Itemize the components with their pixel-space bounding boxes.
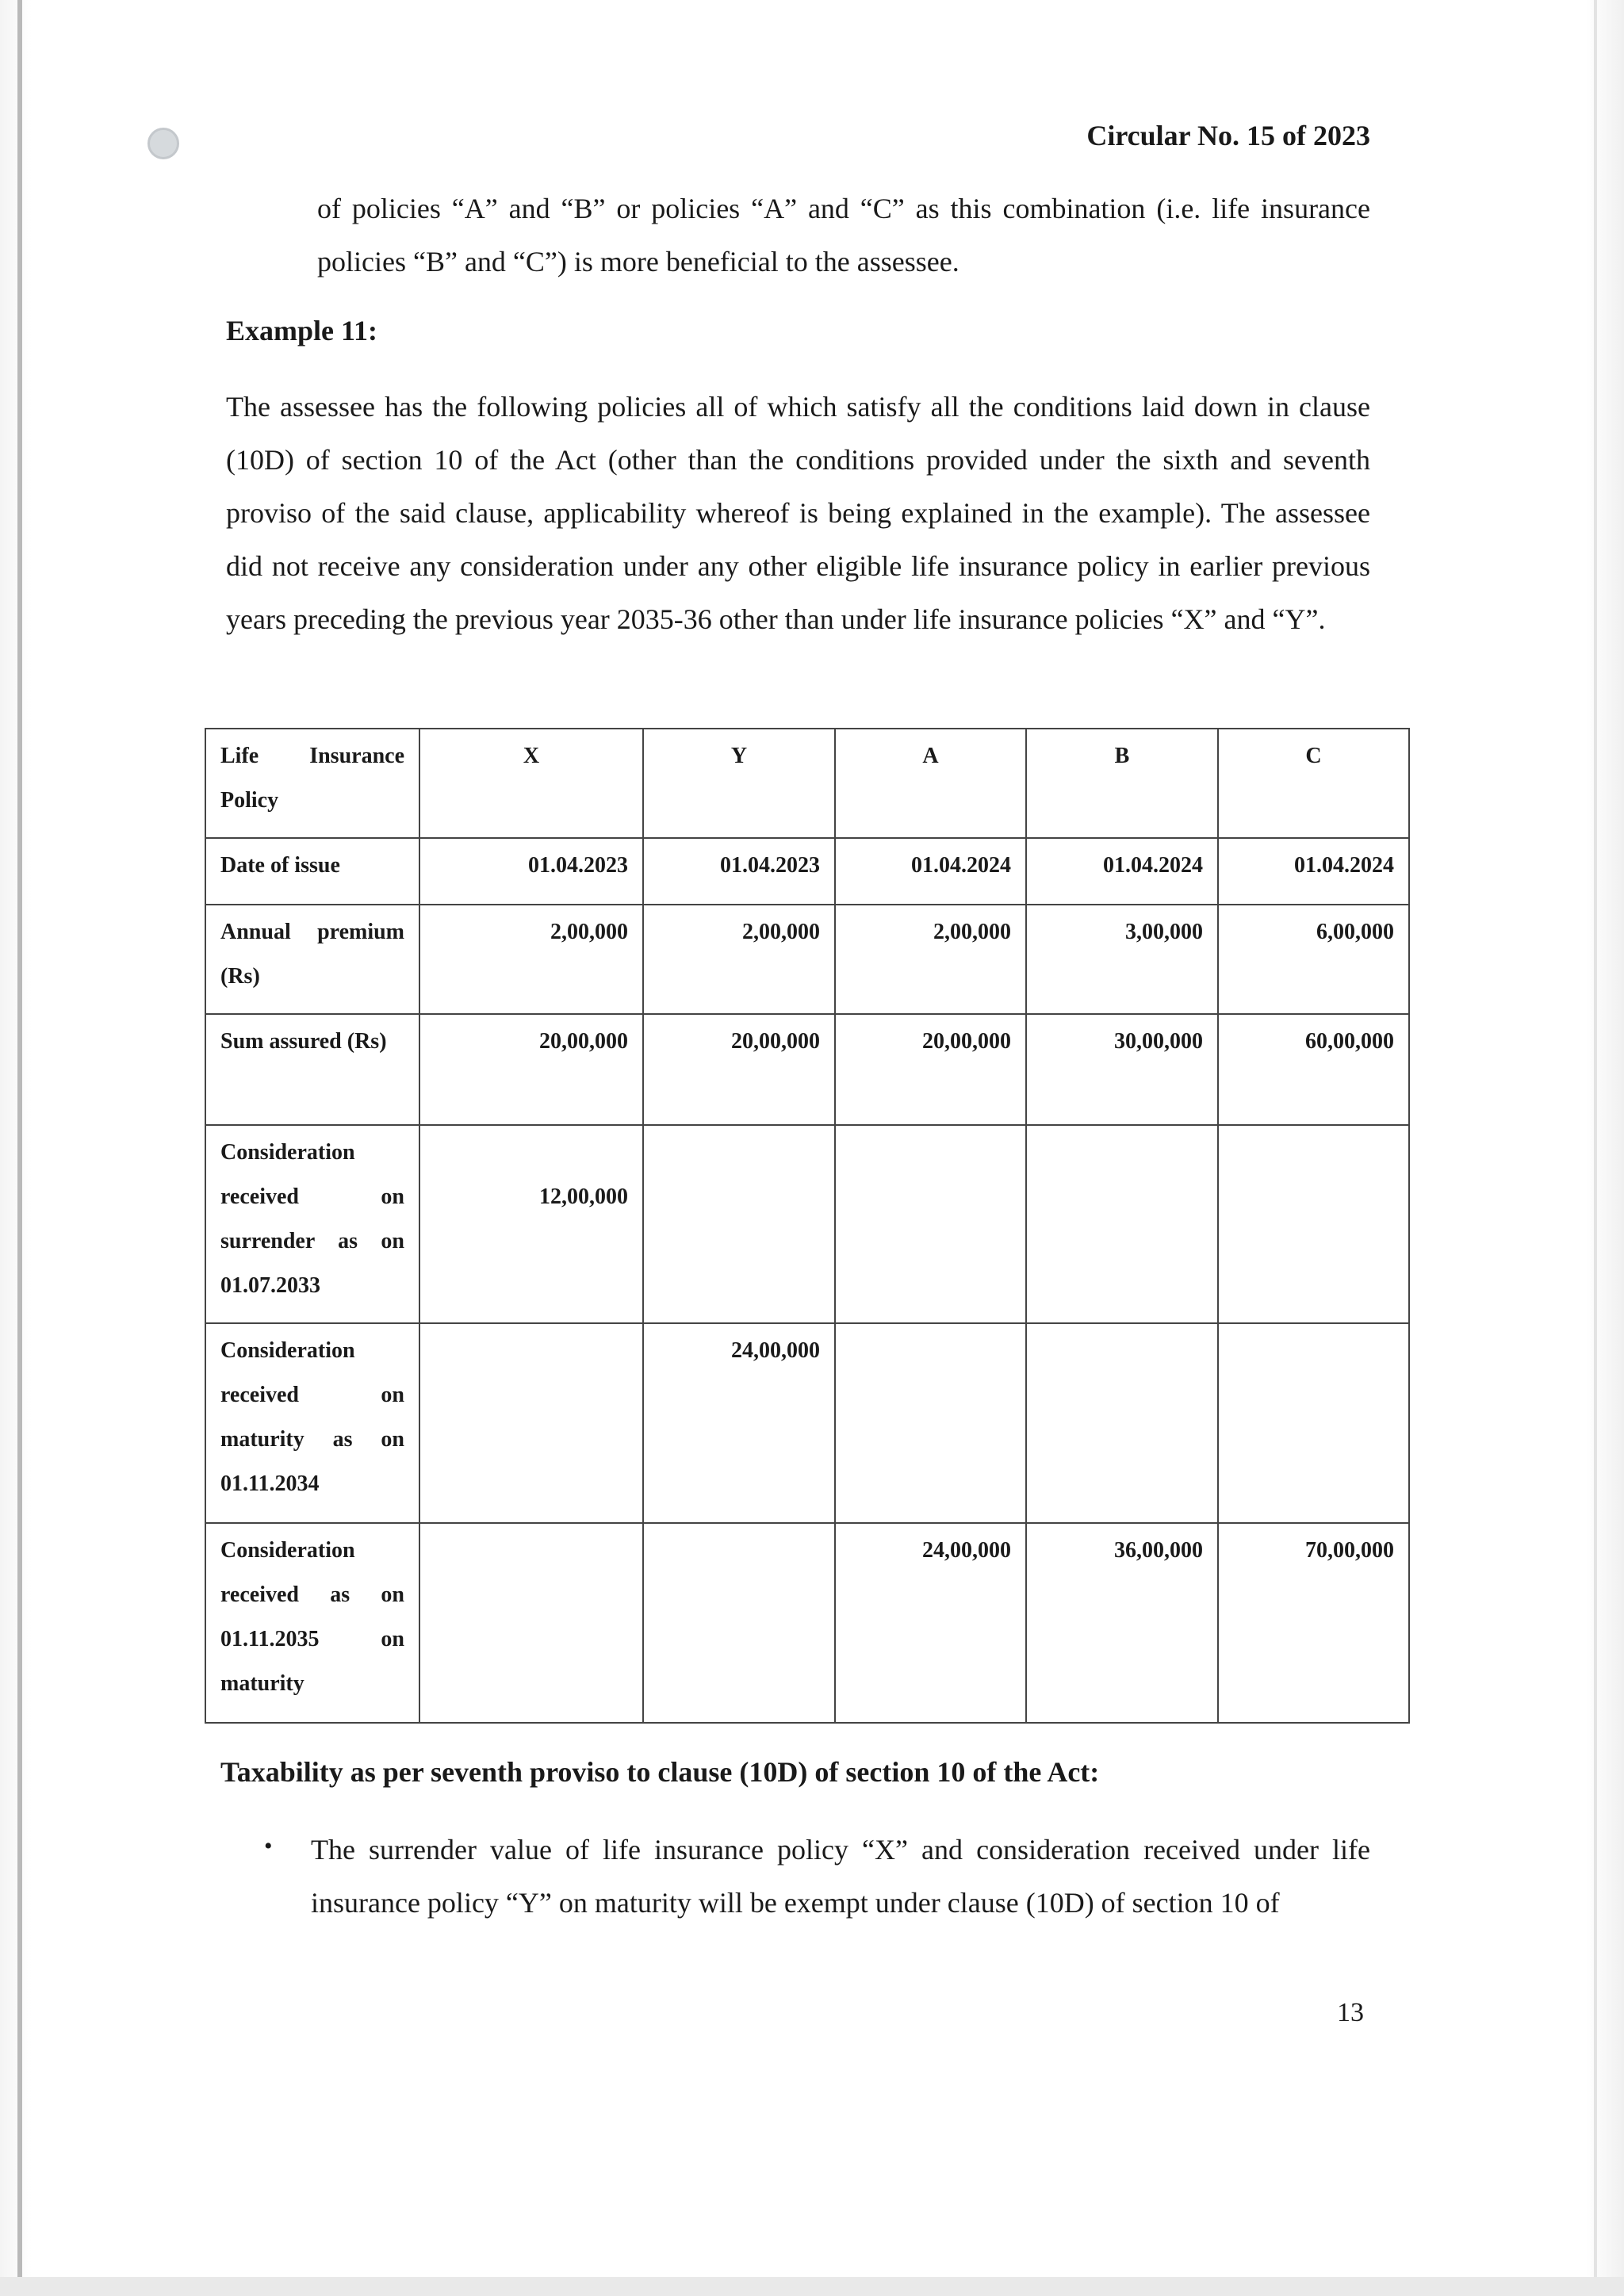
table-row xyxy=(205,838,1409,905)
punch-hole-icon xyxy=(147,128,179,159)
table-row-label: Sum assured (Rs) xyxy=(205,1014,419,1125)
table-cell xyxy=(643,1125,835,1323)
table-cell xyxy=(419,1323,643,1523)
table-cell xyxy=(643,1523,835,1723)
bullet-icon: • xyxy=(264,1833,273,1859)
table-column-header: B xyxy=(1026,729,1218,838)
table-cell: 60,00,000 xyxy=(1218,1014,1409,1125)
table-cell: 2,00,000 xyxy=(643,905,835,1014)
scan-left-edge xyxy=(17,0,22,2296)
table-column-header: C xyxy=(1218,729,1409,838)
table-cell-header-label: Life Insurance Policy xyxy=(205,729,419,838)
table-cell: 24,00,000 xyxy=(835,1523,1026,1723)
table-cell: 24,00,000 xyxy=(643,1323,835,1523)
policy-table xyxy=(205,728,1410,1724)
table-column-header: X xyxy=(419,729,643,838)
table-cell: 01.04.2024 xyxy=(1218,838,1409,905)
table-cell xyxy=(1218,1323,1409,1523)
table-cell xyxy=(835,1125,1026,1323)
table-cell: 01.04.2023 xyxy=(643,838,835,905)
table-row xyxy=(205,1125,1409,1323)
page-number: 13 xyxy=(1337,1998,1364,2027)
table-cell xyxy=(835,1323,1026,1523)
table-row-label: Date of issue xyxy=(205,838,419,905)
table-header-row xyxy=(205,729,1409,838)
table-cell: 20,00,000 xyxy=(835,1014,1026,1125)
table-cell: 36,00,000 xyxy=(1026,1523,1218,1723)
table-row-label: Annual premium (Rs) xyxy=(205,905,419,1014)
table-cell: 2,00,000 xyxy=(419,905,643,1014)
table-cell: 70,00,000 xyxy=(1218,1523,1409,1723)
bullet-paragraph: The surrender value of life insurance policy “X” and consideration received under life insurance policy “Y” on maturity will be exempt under clause (10D) of section 10 of xyxy=(311,1834,1370,1919)
taxability-heading: Taxability as per seventh proviso to clause (10D) of section 10 of the Act: xyxy=(220,1756,1100,1788)
table-cell: 6,00,000 xyxy=(1218,905,1409,1014)
table-row xyxy=(205,1014,1409,1125)
table-row-label: Consideration received on surrender as on 01.07.2033 xyxy=(205,1125,419,1323)
table-cell xyxy=(1218,1125,1409,1323)
example-heading: Example 11: xyxy=(226,315,378,346)
circular-header: Circular No. 15 of 2023 xyxy=(1086,120,1370,151)
table-cell xyxy=(1026,1125,1218,1323)
table-cell: 01.04.2023 xyxy=(419,838,643,905)
table-row xyxy=(205,905,1409,1014)
table-cell: 01.04.2024 xyxy=(835,838,1026,905)
table-cell xyxy=(419,1523,643,1723)
table-cell: 01.04.2024 xyxy=(1026,838,1218,905)
table-row-label: Consideration received as on 01.11.2035 on maturity xyxy=(205,1523,419,1723)
table-row-label: Consideration received on maturity as on 01.11.2034 xyxy=(205,1323,419,1523)
scan-right-edge xyxy=(1594,0,1597,2296)
paragraph-continuation: of policies “A” and “B” or policies “A” and “C” as this combination (i.e. life insurance policies “B” and “C”) is more beneficial to the assessee. xyxy=(317,193,1370,277)
table-row xyxy=(205,1323,1409,1523)
table-cell xyxy=(1026,1323,1218,1523)
table-cell: 2,00,000 xyxy=(835,905,1026,1014)
table-cell: 20,00,000 xyxy=(643,1014,835,1125)
table-cell: 3,00,000 xyxy=(1026,905,1218,1014)
table-column-header: Y xyxy=(643,729,835,838)
table-cell: 20,00,000 xyxy=(419,1014,643,1125)
table-column-header: A xyxy=(835,729,1026,838)
scan-bottom-edge xyxy=(0,2277,1624,2296)
table-cell: 12,00,000 xyxy=(419,1125,643,1323)
table-cell: 30,00,000 xyxy=(1026,1014,1218,1125)
table-row xyxy=(205,1523,1409,1723)
paragraph-example-description: The assessee has the following policies all of which satisfy all the conditions laid down in clause (10D) of section 10 of the Act (other than the conditions provided under the sixth and seventh proviso of the said clause, applicability whereof is being explained in the example). The assessee did not receive any consideration under any other eligible life insurance policy in earlier previous years preceding the previous year 2035-36 other than under life insurance policies “X” and “Y”. xyxy=(226,391,1370,635)
